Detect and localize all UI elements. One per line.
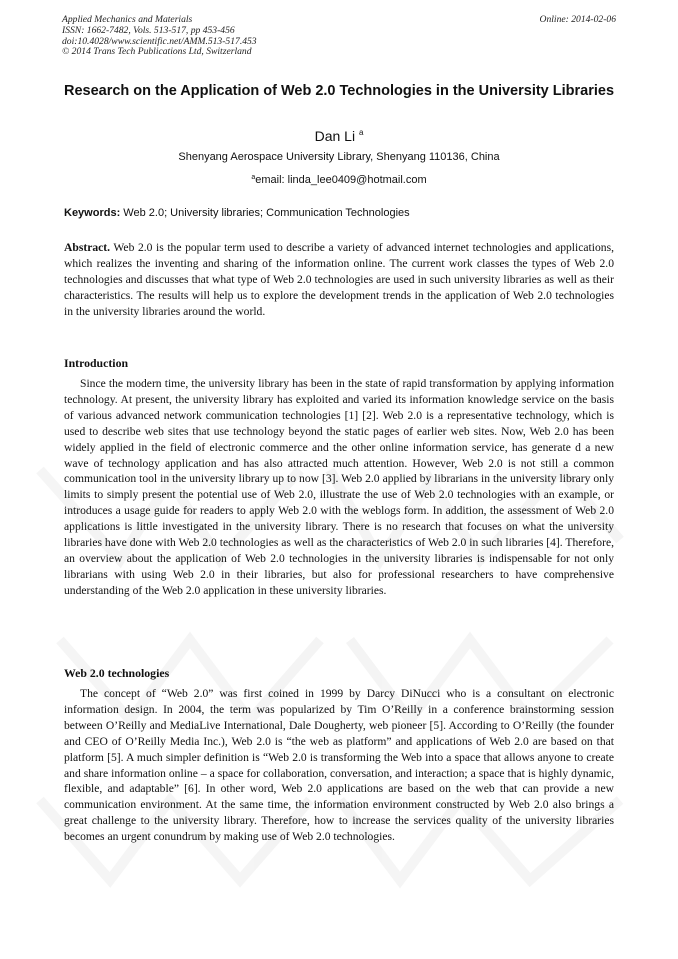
email-superscript: a — [251, 174, 256, 181]
author-superscript: a — [358, 128, 364, 137]
journal-issn: ISSN: 1662-7482, Vols. 513-517, pp 453-456 — [62, 24, 235, 36]
introduction-heading: Introduction — [64, 356, 129, 370]
abstract-text: Web 2.0 is the popular term used to describe a variety of advanced internet technologies and applications, which realizes the inventing and sharing of the information online. The current work classes the types of Web 2.0 technologies and discusses that what type of Web 2.0 technologies are used in such university libraries as well as their characteristics. The results will help us to explore the development trends in the application of Web 2.0 technologies in the university libraries around the world. — [64, 241, 614, 318]
journal-copyright: © 2014 Trans Tech Publications Ltd, Switzerland — [62, 46, 252, 58]
author-name: Dan Li — [314, 128, 356, 144]
abstract — [64, 240, 614, 320]
affiliation: Shenyang Aerospace University Library, Shenyang 110136, China — [178, 151, 500, 163]
keywords — [64, 206, 616, 220]
journal-name: Applied Mechanics and Materials — [62, 14, 193, 25]
journal-doi[interactable]: doi:10.4028/www.scientific.net/AMM.513-517.453 — [62, 35, 257, 47]
web20-paragraph: The concept of “Web 2.0” was first coined in 1999 by Darcy DiNucci who is a consultant on electronic information design. In 2004, the term was popularized by Tim O’Reilly in a conference brainstorming session between O’Reilly and MediaLive International, Dale Dougherty, web pioneer [5]. According to O’Reilly (the founder and CEO of O’Reilly Media Inc.), Web 2.0 is “the web as platform” and applications of Web 2.0 are based on that platform [5]. A much simpler definition is “Web 2.0 is transforming the Web into a space that allows anyone to create and share information online – a space for collaboration, conversation, and interaction; a space that is highly dynamic, flexible, and adaptable” [6]. In other word, Web 2.0 applications are based on the web that can provide a new communication environment. At the same time, the information environment constructed by Web 2.0 also brings a great challenge to the university library. Therefore, how to increase the services quality of the university libraries becomes an urgent conundrum by making use of Web 2.0 technologies. — [64, 687, 614, 844]
paper-title: Research on the Application of Web 2.0 Technologies in the University Libraries — [63, 83, 615, 99]
email-line — [62, 171, 616, 187]
web20-heading: Web 2.0 technologies — [64, 666, 170, 680]
author-line — [62, 124, 616, 145]
journal-header — [62, 15, 257, 58]
keywords-label: Keywords: — [64, 207, 121, 219]
abstract-label: Abstract. — [64, 241, 111, 254]
email-address[interactable]: email: linda_lee0409@hotmail.com — [255, 174, 427, 186]
keywords-text: Web 2.0; University libraries; Communication Technologies — [120, 207, 410, 219]
introduction-paragraph: Since the modern time, the university library has been in the state of rapid transformation by applying information technology. At present, the university library has exploited and varied its information knowledge service on the basis of various advanced network communication technologies [1] [2]. Web 2.0 is a representative technology, which is used to describe web sites that use technology beyond the static pages of earlier web sites. Now, Web 2.0 has been widely applied in the field of electronic commerce and the other online information service, has generate d a new wave of technology application and has also attracted much attention. However, Web 2.0 is not still a common communication tool in the university library up to now [3]. Web 2.0 applied by librarians in the university library only limits to simply present the potential use of Web 2.0, illustrate the use of Web 2.0 technologies with an example, or introduces a usage guide for readers to apply Web 2.0 with the weblogs form. In addition, the assessment of Web 2.0 applications is little investigated in the university library. There is no research that focuses on what the university libraries have done with Web 2.0 technologies as well as the characteristics of Web 2.0 in such libraries [4]. Therefore, an overview about the application of Web 2.0 technologies in the university libraries is indispensable for not only librarians with using Web 2.0 in their libraries, but also for professional researchers to have comprehensive understanding of the Web 2.0 application in these university libraries. — [64, 377, 614, 597]
online-date: Online: 2014-02-06 — [539, 14, 616, 25]
